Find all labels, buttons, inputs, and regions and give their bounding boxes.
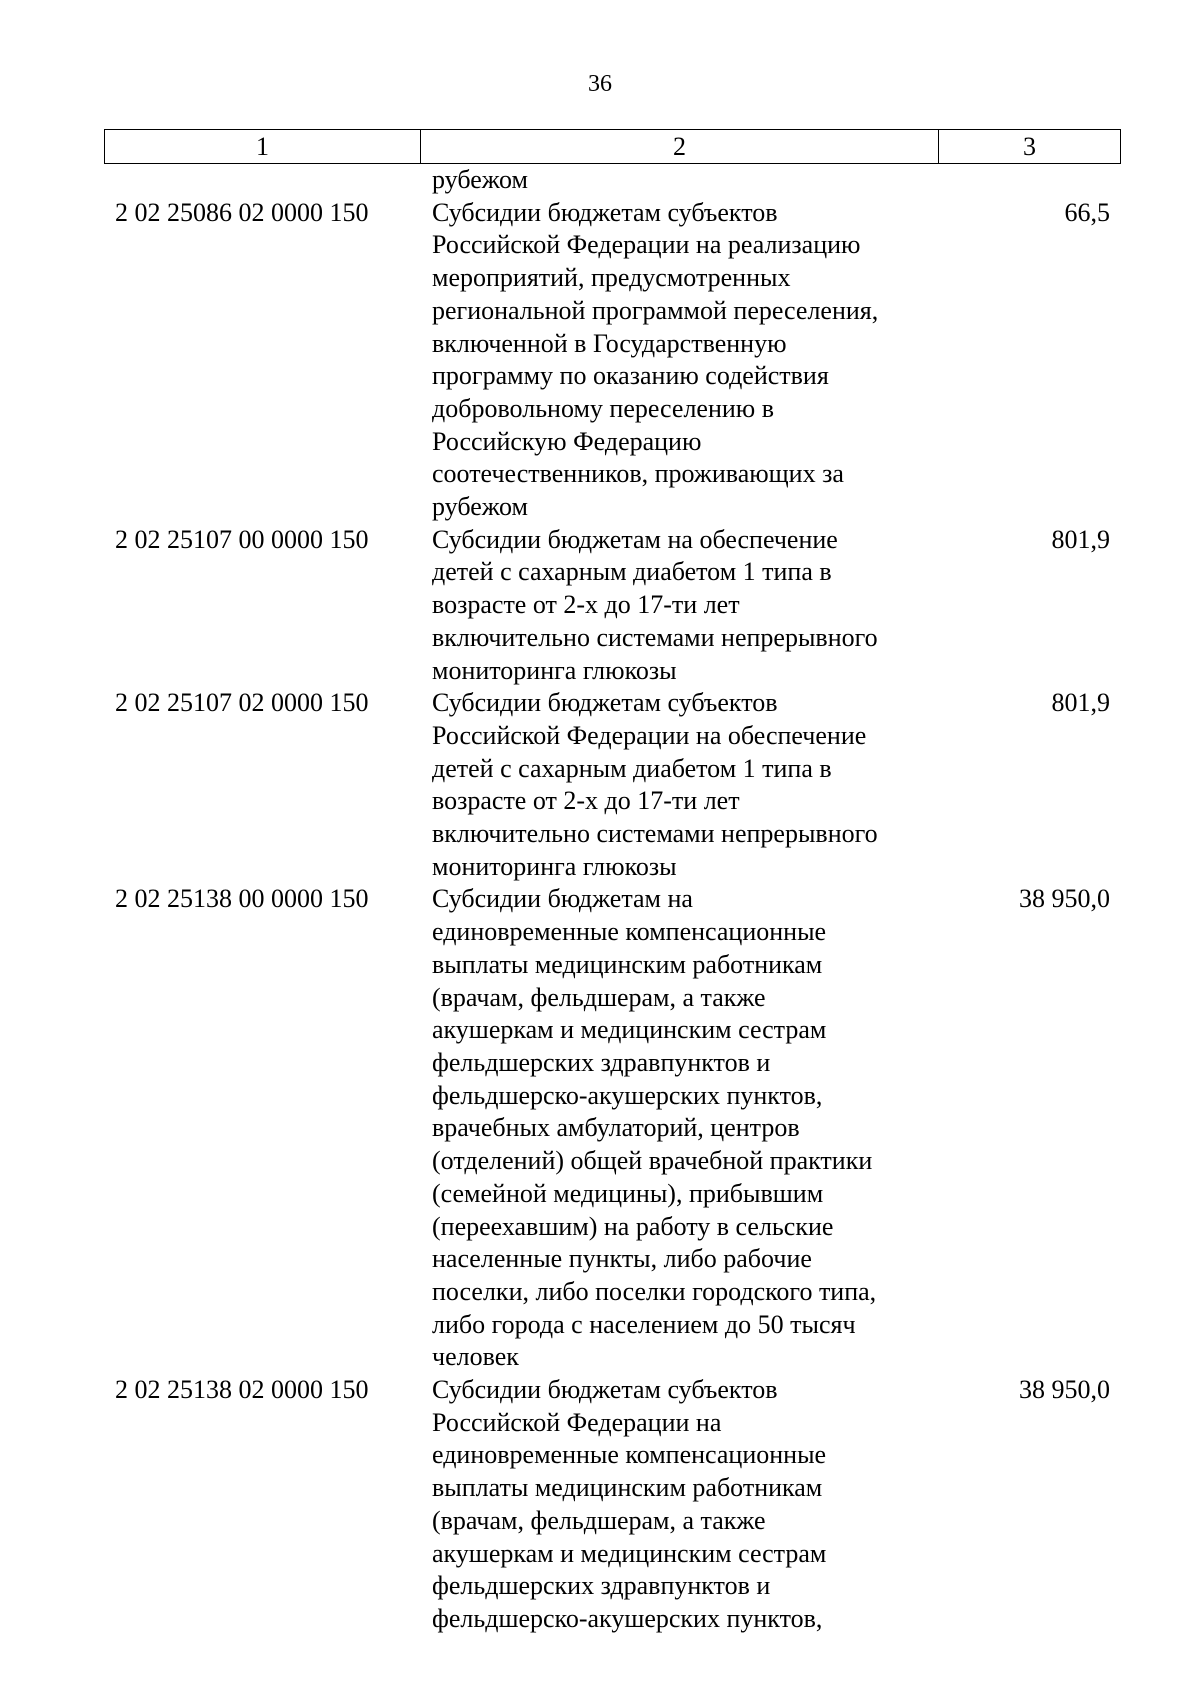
description-line: фельдшерских здравпунктов и bbox=[432, 1571, 771, 1601]
description-line: Субсидии бюджетам субъектов bbox=[432, 1375, 778, 1405]
description-line: Субсидии бюджетам субъектов bbox=[432, 197, 778, 227]
amount-cell bbox=[938, 164, 1121, 197]
description-line: региональной программой переселения, bbox=[432, 295, 879, 325]
page-number: 36 bbox=[588, 71, 612, 97]
description-line: Субсидии бюджетам на bbox=[432, 884, 693, 914]
description-line: фельдшерско-акушерских пунктов, bbox=[432, 1080, 823, 1110]
description-line: включенной в Государственную bbox=[432, 328, 787, 358]
description-line: (врачам, фельдшерам, а также bbox=[432, 982, 766, 1012]
budget-code-cell: 2 02 25138 02 0000 150 bbox=[115, 1375, 369, 1405]
description-line: добровольному переселению в bbox=[432, 393, 774, 423]
amount-cell: 38 950,0 bbox=[1019, 1375, 1110, 1405]
description-line: Субсидии бюджетам на обеспечение bbox=[432, 524, 838, 554]
description-line: Российской Федерации на bbox=[432, 1407, 722, 1437]
table-row bbox=[104, 524, 1121, 688]
description-line: (отделений) общей врачебной практики bbox=[432, 1146, 873, 1176]
table-row bbox=[104, 687, 1121, 883]
description-line: детей с сахарным диабетом 1 типа в bbox=[432, 753, 832, 783]
description-line: включительно системами непрерывного bbox=[432, 622, 878, 652]
amount-cell: 66,5 bbox=[1064, 197, 1110, 227]
description-line: Субсидии бюджетам субъектов bbox=[432, 688, 778, 718]
budget-code-cell: 2 02 25107 02 0000 150 bbox=[115, 688, 369, 718]
description-line: Российской Федерации на реализацию bbox=[432, 230, 861, 260]
table-body bbox=[104, 164, 1121, 1636]
description-line: единовременные компенсационные bbox=[432, 1440, 827, 1470]
description-line: поселки, либо поселки городского типа, bbox=[432, 1276, 877, 1306]
description-line: мониторинга глюкозы bbox=[432, 655, 677, 685]
table-row bbox=[104, 197, 1121, 524]
description-line: фельдшерско-акушерских пунктов, bbox=[432, 1603, 823, 1633]
description-cell bbox=[420, 164, 938, 197]
amount-cell: 801,9 bbox=[1051, 688, 1110, 718]
description-cell bbox=[420, 883, 938, 1374]
description-line: детей с сахарным диабетом 1 типа в bbox=[432, 557, 832, 587]
description-line: выплаты медицинским работникам bbox=[432, 1473, 823, 1503]
budget-code-cell: 2 02 25107 00 0000 150 bbox=[115, 524, 369, 554]
description-line: включительно системами непрерывного bbox=[432, 819, 878, 849]
description-line: Российской Федерации на обеспечение bbox=[432, 720, 867, 750]
column-header-3: 3 bbox=[1023, 132, 1036, 161]
budget-code-cell bbox=[104, 164, 420, 197]
column-header-2: 2 bbox=[421, 130, 939, 163]
description-cell bbox=[420, 687, 938, 883]
description-line: программу по оказанию содействия bbox=[432, 361, 829, 391]
description-line: мониторинга глюкозы bbox=[432, 851, 677, 881]
description-line: рубежом bbox=[432, 165, 529, 194]
budget-code-cell: 2 02 25086 02 0000 150 bbox=[115, 197, 369, 227]
description-line: единовременные компенсационные bbox=[432, 917, 827, 947]
description-line: врачебных амбулаторий, центров bbox=[432, 1113, 800, 1143]
description-cell bbox=[420, 197, 938, 524]
description-line: возрасте от 2-х до 17-ти лет bbox=[432, 590, 740, 620]
description-line: возрасте от 2-х до 17-ти лет bbox=[432, 786, 740, 816]
description-line: либо города с населением до 50 тысяч bbox=[432, 1309, 856, 1339]
description-line: фельдшерских здравпунктов и bbox=[432, 1047, 771, 1077]
description-cell bbox=[420, 1374, 938, 1636]
table-row bbox=[104, 1374, 1121, 1636]
table-row bbox=[104, 883, 1121, 1374]
description-line: мероприятий, предусмотренных bbox=[432, 263, 791, 293]
description-cell bbox=[420, 524, 938, 688]
column-header-1: 1 bbox=[105, 130, 421, 163]
table-header bbox=[104, 129, 1121, 164]
table-row bbox=[104, 164, 1121, 197]
description-line: (врачам, фельдшерам, а также bbox=[432, 1505, 766, 1535]
description-line: населенные пункты, либо рабочие bbox=[432, 1244, 812, 1274]
description-line: соотечественников, проживающих за bbox=[432, 459, 844, 489]
description-line: рубежом bbox=[432, 492, 529, 522]
description-line: акушеркам и медицинским сестрам bbox=[432, 1538, 827, 1568]
description-line: Российскую Федерацию bbox=[432, 426, 702, 456]
description-line: (переехавшим) на работу в сельские bbox=[432, 1211, 834, 1241]
description-line: акушеркам и медицинским сестрам bbox=[432, 1015, 827, 1045]
description-line: выплаты медицинским работникам bbox=[432, 949, 823, 979]
description-line: (семейной медицины), прибывшим bbox=[432, 1178, 824, 1208]
description-line: человек bbox=[432, 1342, 519, 1372]
budget-code-cell: 2 02 25138 00 0000 150 bbox=[115, 884, 369, 914]
amount-cell: 38 950,0 bbox=[1019, 884, 1110, 914]
amount-cell: 801,9 bbox=[1051, 524, 1110, 554]
